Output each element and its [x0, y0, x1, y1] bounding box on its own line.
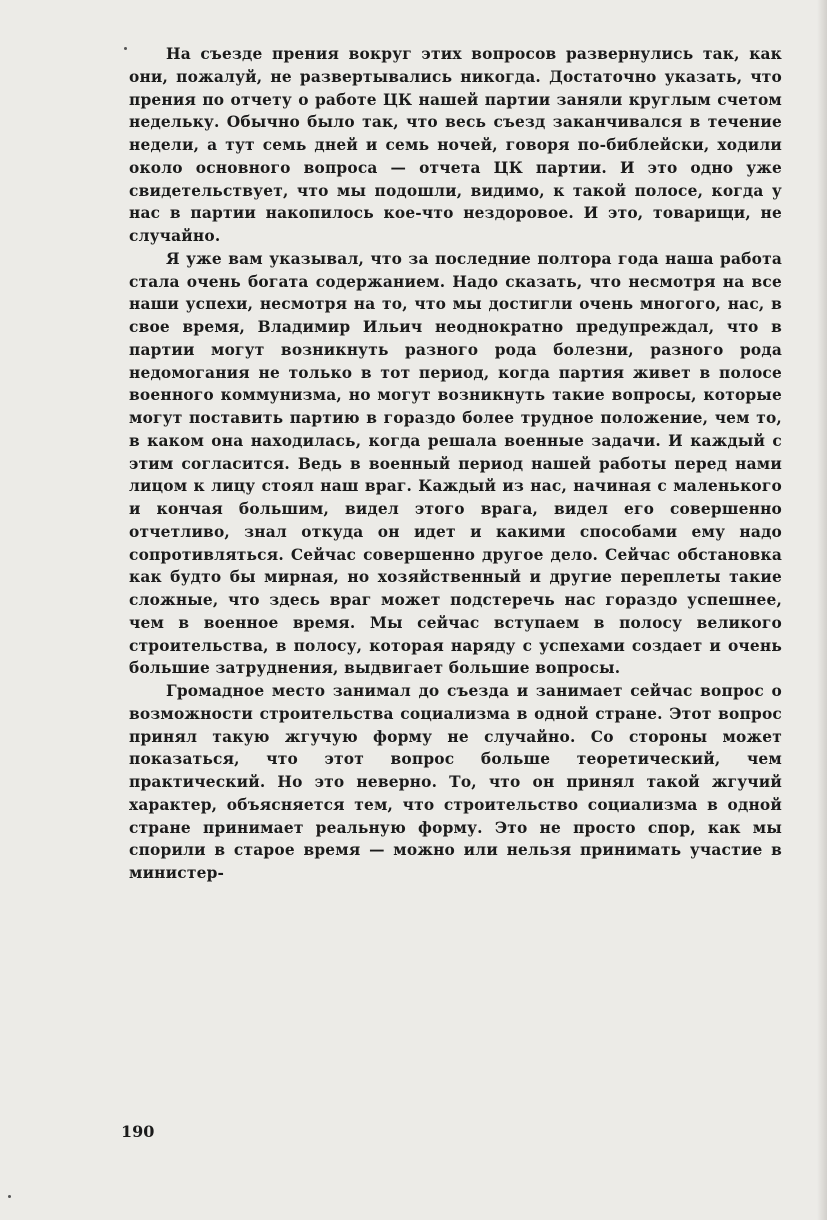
paragraph-2: Я уже вам указывал, что за последние полтора года наша работа стала очень богата содержанием. Надо сказать, что несмотря на все наши успехи, несмотря на то, что мы достигли очень многого, нас, в свое время, Владимир Ильич неоднократно предупреждал, что в партии могут возникнуть разного рода болезни, разного рода недомогания не только в тот период, когда партия живет в полосе военного коммунизма, но могут возникнуть такие вопросы, которые могут поставить партию в гораздо более трудное положение, чем то, в каком она находилась, когда решала военные задачи. И каждый с этим согласится. Ведь в военный период нашей работы перед нами лицом к лицу стоял наш враг. Каждый из нас, начиная с маленького и кончая большим, видел этого врага, видел его совершенно отчетливо, знал откуда он идет и какими способами ему надо сопротивляться. Сейчас совершенно другое дело. Сейчас обстановка как будто бы мирная, но хозяйственный и другие переплеты такие сложные, что здесь враг может подстеречь нас гораздо успешнее, чем в военное время. Мы сейчас вступаем в полосу великого строительства, в полосу, которая наряду с успехами создает и очень большие затруднения, выдвигает большие вопросы.	[129, 249, 782, 678]
print-speck	[124, 47, 127, 50]
paragraph-1: На съезде прения вокруг этих вопросов развернулись так, как они, пожалуй, не развертывались никогда. Достаточно указать, что прения по отчету о работе ЦК нашей партии заняли круглым счетом недельку. Обычно было так, что весь съезд заканчивался в течение недели, а тут семь дней и семь ночей, говоря по-библейски, ходили около основного вопроса — отчета ЦК партии. И это одно уже свидетельствует, что мы подошли, видимо, к такой полосе, когда у нас в партии накопилось кое-что нездоровое. И это, товарищи, не случайно.	[129, 45, 782, 245]
body-text	[129, 43, 782, 885]
page-number: 190	[121, 1122, 155, 1141]
print-speck	[8, 1195, 11, 1198]
paragraph-3: Громадное место занимал до съезда и занимает сейчас вопрос о возможности строительства социализма в одной стране. Этот вопрос принял такую жгучую форму не случайно. Со стороны может показаться, что этот вопрос больше теоретический, чем практический. Но это неверно. То, что он принял такой жгучий характер, объясняется тем, что строительство социализма в одной стране принимает реальную форму. Это не просто спор, как мы спорили в старое время — можно или нельзя принимать участие в министер-	[129, 682, 782, 882]
page-edge-shadow	[817, 0, 827, 1220]
